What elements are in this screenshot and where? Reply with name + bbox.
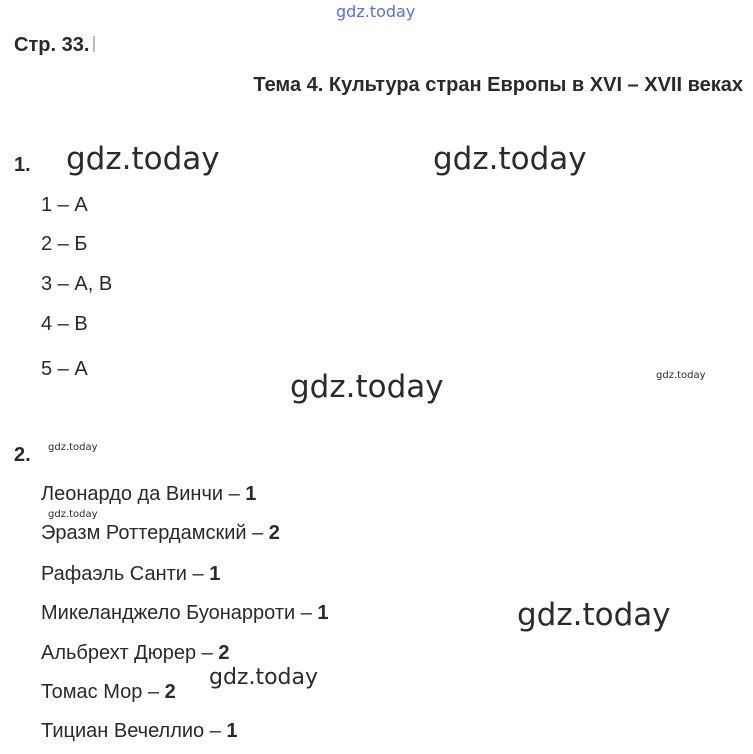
- page-label: Стр. 33.: [14, 34, 95, 57]
- task-2-item: Леонардо да Винчи – 1: [41, 483, 257, 505]
- task-1-answer: 3 – А, В: [41, 273, 113, 295]
- task-2-item: Эразм Роттердамский – 2: [41, 522, 280, 544]
- page-title: Тема 4. Культура стран Европы в XVI – XVII веках: [253, 74, 743, 96]
- task-2-item: Томас Мор – 2: [41, 681, 176, 703]
- task-2-item: Тициан Вечеллио – 1: [41, 720, 238, 742]
- task-1-answer: 5 – А: [41, 358, 88, 380]
- task-2-item: Микеланджело Буонарроти – 1: [41, 602, 329, 624]
- watermark-large: gdz.today: [517, 597, 671, 633]
- task-2-item: Рафаэль Санти – 1: [41, 563, 221, 585]
- watermark-small: gdz.today: [48, 442, 98, 453]
- task-2-number: 2.: [14, 444, 31, 466]
- task-1-number: 1.: [14, 154, 31, 176]
- task-1-answer: 2 – Б: [41, 233, 88, 255]
- task-1-answer: 1 – А: [41, 194, 88, 216]
- watermark-small: gdz.today: [48, 509, 98, 520]
- watermark-large: gdz.today: [433, 141, 587, 177]
- task-1-answer: 4 – В: [41, 313, 88, 335]
- task-2-item: Альбрехт Дюрер – 2: [41, 642, 230, 664]
- watermark-top: gdz.today: [336, 2, 416, 21]
- watermark-large: gdz.today: [290, 369, 444, 405]
- watermark-medium: gdz.today: [209, 665, 319, 690]
- watermark-small: gdz.today: [656, 370, 706, 381]
- watermark-large: gdz.today: [66, 141, 220, 177]
- cursor-mark: [93, 36, 95, 52]
